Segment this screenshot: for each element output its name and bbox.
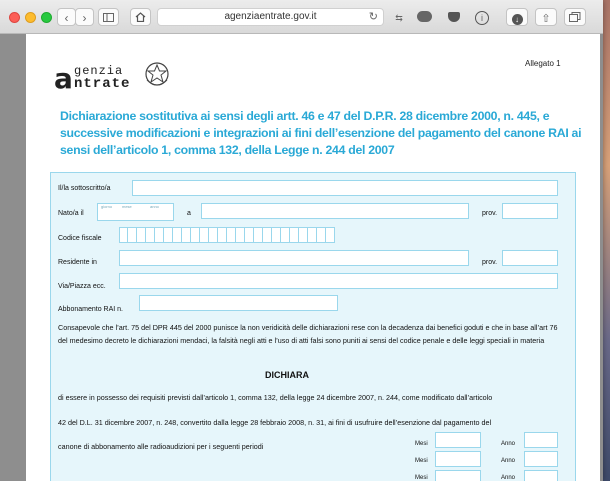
tabs-icon [569, 12, 581, 22]
sottoscritto-label: Il/la sottoscritto/a [58, 185, 111, 192]
anno-label-2: Anno [501, 458, 516, 464]
codice-fiscale-field[interactable] [119, 227, 335, 243]
share-button[interactable] [535, 8, 557, 26]
browser-toolbar [0, 0, 603, 34]
sottoscritto-field[interactable] [132, 180, 558, 196]
translate-icon: ⇆ [395, 13, 403, 23]
logo-a-glyph: a [54, 62, 73, 95]
luogo-nascita-field[interactable] [201, 203, 469, 219]
republic-emblem-icon [144, 60, 170, 88]
forward-button[interactable] [75, 8, 94, 26]
abbonamento-label: Abbonamento RAI n. [58, 306, 123, 313]
codice-fiscale-label: Codice fiscale [58, 235, 102, 242]
back-button[interactable] [57, 8, 76, 26]
requisiti-line-1: di essere in possesso dei requisiti previsti dall’articolo 1, comma 132, della legge 24 dicembre 2007, n. 244, come modificato dall’articolo [58, 393, 493, 402]
zoom-window-button[interactable] [41, 12, 52, 23]
mesi-label-1: Mesi [415, 441, 428, 447]
anno-field-2[interactable] [524, 451, 558, 467]
mesi-field-2[interactable] [435, 451, 481, 467]
pocket-icon [448, 12, 460, 22]
requisiti-line-3: canone di abbonamento alle radioaudizioni per i seguenti periodi [58, 442, 264, 451]
residente-field[interactable] [119, 250, 469, 266]
info-button[interactable] [471, 8, 493, 26]
download-icon: ↓ [512, 14, 523, 25]
anno-field-3[interactable] [524, 470, 558, 481]
prov-residenza-field[interactable] [502, 250, 558, 266]
prov2-label: prov. [482, 259, 498, 266]
document-title: Dichiarazione sostitutiva ai sensi degli artt. 46 e 47 del D.P.R. 28 dicembre 2000, n. 445, e successive modificazioni e integrazioni ai fini dell’esenzione del pagamento del canone RAI ai sensi dell’articolo 1, comma 132, della Legge n. 244 del 2007 [60, 109, 582, 157]
abbonamento-field[interactable] [139, 295, 338, 311]
logo-line2: ntrate [74, 76, 131, 92]
address-bar[interactable] [157, 8, 384, 26]
reload-icon[interactable]: ↻ [368, 11, 378, 23]
anno-field-1[interactable] [524, 432, 558, 448]
minimize-window-button[interactable] [25, 12, 36, 23]
home-button[interactable] [130, 8, 151, 26]
a-label: a [187, 210, 191, 217]
info-icon: i [475, 11, 489, 25]
anno-label-3: Anno [501, 475, 516, 481]
chevron-left-icon: ‹ [64, 11, 69, 25]
extension-icon [417, 11, 432, 22]
sidebar-button[interactable] [98, 8, 119, 26]
mesi-field-1[interactable] [435, 432, 481, 448]
close-window-button[interactable] [9, 12, 20, 23]
mesi-field-3[interactable] [435, 470, 481, 481]
downloads-button[interactable] [506, 8, 528, 26]
allegato-label: Allegato 1 [525, 59, 561, 68]
url-text: agenziaentrate.gov.it [224, 11, 317, 22]
giorno-hint: giorno [101, 204, 113, 209]
prov-nascita-field[interactable] [502, 203, 558, 219]
requisiti-line-2: 42 del D.L. 31 dicembre 2007, n. 248, convertito dalla legge 28 febbraio 2008, n. 31, ai fini di usufruire dell’esenzione dal pagamento del [58, 418, 492, 427]
anno-hint: anno [150, 204, 159, 209]
home-icon [135, 12, 146, 22]
consapevole-paragraph: Consapevole che l’art. 75 del DPR 445 del 2000 punisce la non veridicità delle dichiarazioni rese con la decadenza dai benefici goduti e che in base all’art 76 del medesimo decreto le dichiarazioni mendaci, la falsità negli atti e l’uso di atti falsi sono puniti ai sensi del codice penale e delle leggi speciali in materia [58, 323, 558, 345]
translate-button[interactable] [389, 8, 409, 26]
share-icon: ⇧ [541, 13, 551, 25]
residente-label: Residente in [58, 259, 97, 266]
extension-button[interactable] [413, 8, 435, 26]
via-field[interactable] [119, 273, 558, 289]
tabs-button[interactable] [564, 8, 586, 26]
anno-label-1: Anno [501, 441, 516, 447]
chevron-right-icon: › [82, 11, 87, 25]
sidebar-icon [103, 13, 114, 22]
logo-line1: genzia [74, 64, 124, 78]
nato-label: Nato/a il [58, 210, 84, 217]
mesi-label-2: Mesi [415, 458, 428, 464]
prov-label: prov. [482, 210, 498, 217]
via-label: Via/Piazza ecc. [58, 283, 106, 290]
pocket-button[interactable] [443, 8, 465, 26]
mese-hint: mese [122, 204, 132, 209]
mesi-label-3: Mesi [415, 475, 428, 481]
dichiara-heading: DICHIARA [265, 370, 309, 380]
